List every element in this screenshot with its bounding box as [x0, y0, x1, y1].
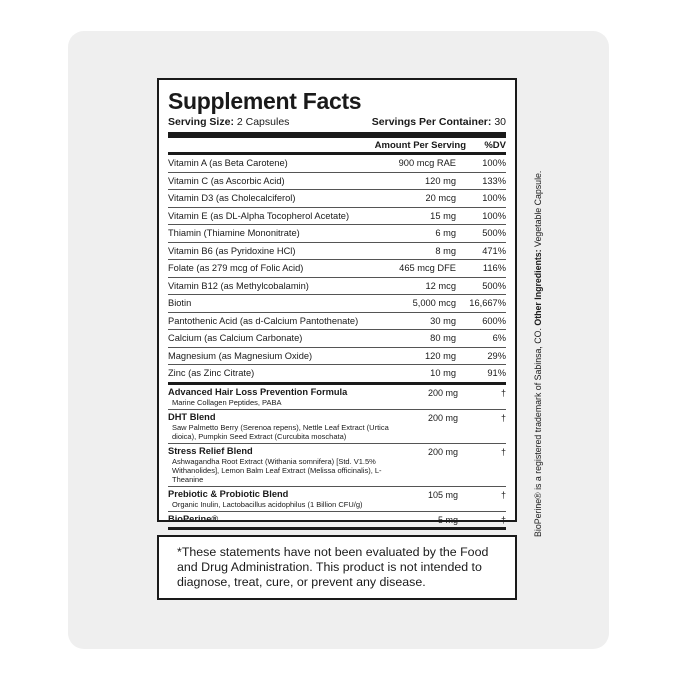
nutrient-row — [168, 155, 506, 173]
nutrient-dv: 100% — [482, 158, 506, 169]
nutrient-row — [168, 365, 506, 385]
nutrient-row — [168, 225, 506, 243]
serving-size-label: Serving Size: — [168, 116, 234, 128]
nutrient-dv: 116% — [482, 263, 506, 274]
nutrient-name: Vitamin D3 (as Cholecalciferol) — [168, 193, 296, 204]
blend-list — [168, 385, 506, 530]
nutrient-amount: 15 mg — [430, 210, 456, 221]
blend-text — [168, 387, 398, 407]
nutrient-dv: 500% — [482, 280, 506, 291]
nutrient-amount: 120 mg — [424, 175, 456, 186]
nutrient-name: Pantothenic Acid (as d-Calcium Pantothenate) — [168, 315, 359, 326]
servings-value: 30 — [494, 116, 506, 128]
nutrient-row — [168, 243, 506, 261]
blend-text — [168, 514, 398, 525]
amount-header: Amount Per Serving — [374, 139, 466, 151]
serving-size-value: 2 Capsules — [236, 116, 290, 128]
dv-header: %DV — [484, 139, 506, 151]
nutrient-dv: 29% — [487, 350, 506, 361]
nutrient-dv: 133% — [482, 175, 506, 186]
servings-per-container — [372, 116, 506, 128]
blend-dv: † — [500, 412, 506, 423]
blend-row — [168, 487, 506, 512]
nutrient-dv: 471% — [482, 245, 506, 256]
nutrient-row — [168, 173, 506, 191]
blend-text — [168, 446, 398, 484]
blend-amount: 200 mg — [427, 387, 458, 398]
blend-dv: † — [500, 446, 506, 457]
nutrient-row — [168, 278, 506, 296]
serving-info — [168, 116, 506, 138]
blend-ingredients: Organic Inulin, Lactobacillus acidophilus (1 Billion CFU/g) — [172, 499, 363, 509]
blend-ingredients: Marine Collagen Peptides, PABA — [172, 397, 282, 407]
servings-label: Servings Per Container: — [371, 116, 492, 128]
other-ingredients-value: Vegetable Capsule. — [533, 170, 543, 247]
nutrient-row — [168, 330, 506, 348]
blend-dv: † — [500, 387, 506, 398]
blend-ingredients: Saw Palmetto Berry (Serenoa repens), Nettle Leaf Extract (Urtica dioica), Pumpkin Seed Extract (Curcubita moschata) — [172, 422, 389, 441]
nutrient-amount: 80 mg — [430, 333, 456, 344]
blend-text — [168, 489, 398, 509]
panel-title: Supplement Facts — [168, 88, 362, 114]
blend-amount: 200 mg — [427, 412, 458, 423]
blend-amount: 105 mg — [427, 489, 458, 500]
nutrient-name: Vitamin B12 (as Methylcobalamin) — [168, 280, 309, 291]
nutrient-amount: 12 mcg — [425, 280, 456, 291]
nutrient-amount: 10 mg — [430, 368, 456, 379]
blend-dv: † — [500, 514, 506, 525]
nutrient-row — [168, 348, 506, 366]
nutrient-name: Vitamin B6 (as Pyridoxine HCl) — [168, 245, 296, 256]
blend-name: Stress Relief Blend — [168, 445, 253, 456]
column-header — [168, 138, 506, 155]
blend-row — [168, 512, 506, 530]
nutrient-name: Magnesium (as Magnesium Oxide) — [168, 350, 313, 361]
nutrient-name: Biotin — [168, 298, 192, 309]
nutrient-amount: 20 mcg — [425, 193, 456, 204]
nutrient-row — [168, 260, 506, 278]
blend-row — [168, 444, 506, 487]
nutrient-row — [168, 295, 506, 313]
supplement-facts-panel — [157, 78, 517, 525]
nutrient-amount: 5,000 mcg — [412, 298, 456, 309]
nutrient-dv: 100% — [482, 210, 506, 221]
blend-name: Prebiotic & Probiotic Blend — [168, 488, 289, 499]
fda-disclaimer: *These statements have not been evaluated by the Food and Drug Administration. This product is not intended to diagnose, treat, cure, or prevent any disease. — [157, 535, 517, 600]
nutrient-amount: 120 mg — [424, 350, 456, 361]
nutrient-amount: 8 mg — [435, 245, 456, 256]
blend-name: DHT Blend — [168, 411, 216, 422]
nutrient-row — [168, 190, 506, 208]
blend-amount: 200 mg — [427, 446, 458, 457]
nutrient-name: Folate (as 279 mcg of Folic Acid) — [168, 263, 304, 274]
blend-dv: † — [500, 489, 506, 500]
nutrient-amount: 30 mg — [430, 315, 456, 326]
nutrient-dv: 600% — [482, 315, 506, 326]
blend-name: Advanced Hair Loss Prevention Formula — [168, 386, 348, 397]
nutrient-name: Vitamin A (as Beta Carotene) — [168, 158, 288, 169]
nutrient-name: Zinc (as Zinc Citrate) — [168, 368, 255, 379]
nutrient-name: Vitamin E (as DL-Alpha Tocopherol Acetate) — [168, 210, 350, 221]
blend-ingredients: Ashwagandha Root Extract (Withania somnifera) [Std. V1.5% Withanolides], Lemon Balm Leaf Extract (Melissa officinalis), L-Theanine — [172, 456, 382, 484]
nutrient-row — [168, 313, 506, 331]
nutrient-dv: 100% — [482, 193, 506, 204]
nutrient-name: Calcium (as Calcium Carbonate) — [168, 333, 303, 344]
blend-row — [168, 385, 506, 410]
blend-name: BioPerine® — [168, 513, 219, 524]
trademark-note: BioPerine® is a registered trademark of Sabinsa, CO. — [533, 328, 543, 537]
blend-amount: 5 mg — [437, 514, 458, 525]
nutrient-name: Thiamin (Thiamine Mononitrate) — [168, 228, 300, 239]
serving-size — [168, 116, 289, 128]
nutrient-list — [168, 155, 506, 385]
nutrient-dv: 16,667% — [469, 298, 506, 309]
nutrient-dv: 500% — [482, 228, 506, 239]
nutrient-amount: 6 mg — [435, 228, 456, 239]
blend-row — [168, 410, 506, 444]
nutrient-amount: 465 mcg DFE — [399, 263, 456, 274]
nutrient-amount: 900 mcg RAE — [398, 158, 456, 169]
nutrient-dv: 6% — [492, 333, 506, 344]
side-ingredients-text — [533, 171, 543, 537]
nutrient-dv: 91% — [487, 368, 506, 379]
nutrient-name: Vitamin C (as Ascorbic Acid) — [168, 175, 285, 186]
blend-text — [168, 412, 398, 441]
nutrient-row — [168, 208, 506, 226]
other-ingredients-label: Other Ingredients: — [533, 249, 543, 326]
